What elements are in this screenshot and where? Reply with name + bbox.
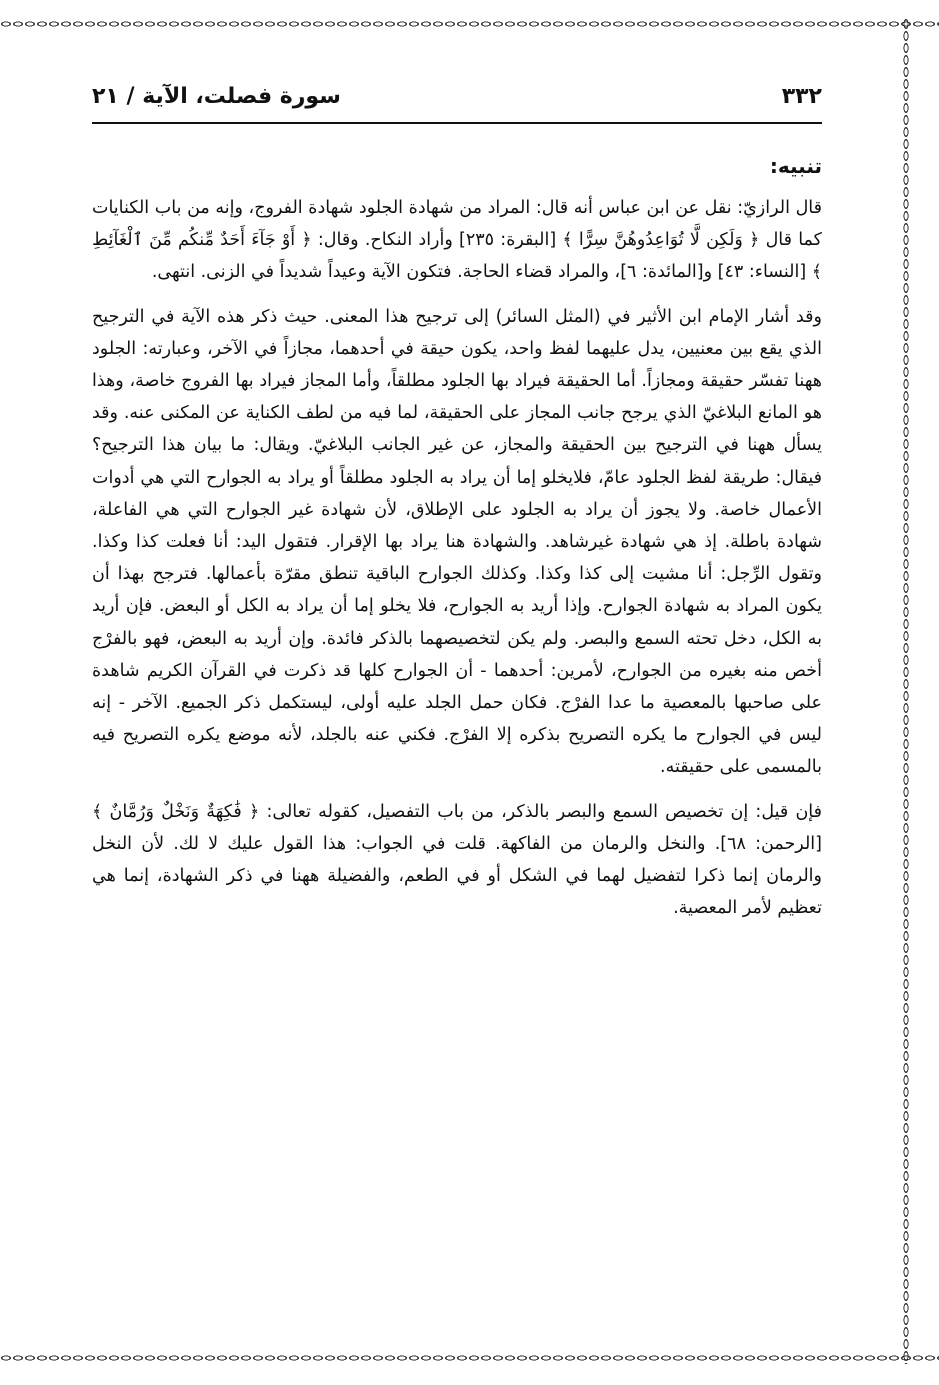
paragraph-2: وقد أشار الإمام ابن الأثير في (المثل السائر) إلى ترجيح هذا المعنى. حيث ذكر هذه الآية في الترجيح الذي يقع بين معنيين، يدل عليهما لفظ واحد، يكون حيقة في أحدهما، مجازاً في الآخر، وعبارته: الجلود ههنا تفسّر حقيقة ومجازاً. أما الحقيقة فيراد بها الجلود مطلقاً، وأما المجاز فيراد بها الفروج خاصة، وهذا هو المانع البلاغيّ الذي يرجح جانب المجاز على الحقيقة، لما فيه من لطف الكناية عن المكنى عنه. وقد يسأل ههنا في الترجيح بين الحقيقة والمجاز، عن غير الجانب البلاغيّ. ويقال: ما بيان هذا الترجيح؟ فيقال: طريقة لفظ الجلود عامّ، فلايخلو إما أن يراد به الجلود مطلقاً أو يراد به الجوارح التي هي أدوات الأعمال خاصة. ولا يجوز أن يراد به الجلود على الإطلاق، لأن شهادة غير الجوارح التي هي الفاعلة، شهادة باطلة. إذ هي شهادة غيرشاهد. والشهادة هنا يراد بها الإقرار. فتقول اليد: أنا فعلت كذا وكذا. وتقول الرِّجل: أنا مشيت إلى كذا وكذا. وكذلك الجوارح الباقية تنطق مقرّة بأعمالها. فترجح بهذا أن يكون المراد به شهادة الجوارح. وإذا أريد به الجوارح، فلا يخلو إما أن يراد به الكل أو البعض. فإن أريد به الكل، دخل تحته السمع والبصر. ولم يكن لتخصيصهما بالذكر فائدة. وإن أريد به البعض، فهو بالفرْج أخص منه بغيره من الجوارح، لأمرين: أحدهما - أن الجوارح كلها قد ذكرت في القرآن الكريم شاهدة على صاحبها بالمعصية ما عدا الفرْج. فكان حمل الجلد عليه أولى، ليستكمل ذكر الجميع. الآخر - إنه ليس في الجوارح ما يكره التصريح بذكره إلا الفرْج. فكني عنه بالجلد، لأنه موضع يكره التصريح فيه بالمسمى على حقيقته. xyxy=(92,306,822,778)
surah-title: سورة فصلت، الآية / ٢١ xyxy=(92,84,341,109)
decorative-border-top xyxy=(0,18,939,30)
header-rule xyxy=(92,122,822,124)
decorative-border-right xyxy=(900,18,912,1364)
section-heading: تنبيه: xyxy=(769,154,822,178)
page-header xyxy=(92,78,822,122)
paragraph-3: فإن قيل: إن تخصيص السمع والبصر بالذكر، من باب التفصيل، كقوله تعالى: ﴿ فَٰكِهَةٌ وَنَخْلٌ وَرُمَّانٌ ﴾ [الرحمن: ٦٨]. والنخل والرمان من الفاكهة. قلت في الجواب: هذا القول عليك لا لك. لأن النخل والرمان إنما ذكرا لتفضيل لهما في الشكل أو في الطعم، والفضيلة ههنا في ذكر الشهادة، إنما هي تعظيم لأمر المعصية. xyxy=(92,801,822,919)
decorative-border-bottom xyxy=(0,1352,939,1364)
page-content xyxy=(92,150,822,936)
page-number: ٣٣٢ xyxy=(781,84,822,109)
paragraph-1: قال الرازيّ: نقل عن ابن عباس أنه قال: المراد من شهادة الجلود شهادة الفروج، وإنه من باب الكنايات كما قال ﴿ وَلَكِن لَّا تُوَاعِدُوهُنَّ سِرًّا ﴾ [البقرة: ٢٣٥] وأراد النكاح. وقال: ﴿ أَوْ جَآءَ أَحَدٌ مِّنكُم مِّنَ ٱلْغَآئِطِ ﴾ [النساء: ٤٣] و[المائدة: ٦]، والمراد قضاء الحاجة. فتكون الآية وعيداً شديداً في الزنى. انتهى. xyxy=(92,198,822,283)
